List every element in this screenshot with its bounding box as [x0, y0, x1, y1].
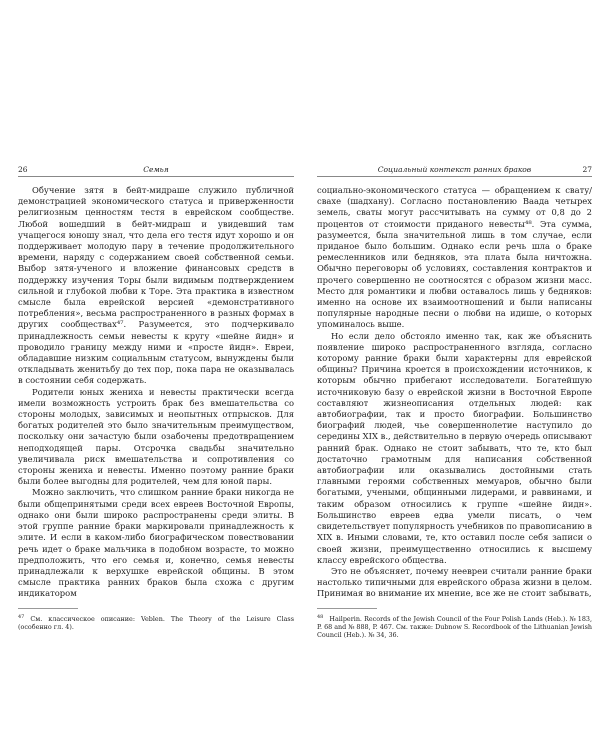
page-number: 26 — [18, 165, 28, 174]
paragraph: Но если дело обстояло именно так, как же объяснить появление широко распространенного взгляда, согласно которому ранние браки были характерны для еврейской общины? Причина кроется в происхождении источников, к которым обычно прибегают исследователи. Богатейшую источниковую базу о еврейской жизни в Восточной Европе составляют жизнеописания отдельных людей: как автобиографии, так и просто биографии. Большинство биографий людей, чье совершеннолетие наступило до середины XIX в., действительно в первую очередь описывают ранний брак. Однако не стоит забывать, что те, кто был достаточно грамотным для написания собственной автобиографии или оказывались достойными стать главными героями собственных мемуаров, обычно были богатыми, учеными, общинными лидерами, и раввинами, и таким образом относились к группе «шейне йидн». Большинство евреев едва умели писать, о чем свидетельствует популярность учебников по правописанию в XIX в. Иными словами, те, кто оставил после себя записи о своей жизни, преимущественно относились к высшему классу еврейского общества. — [317, 330, 592, 565]
running-title: Социальный контекст ранних браков — [377, 165, 532, 174]
running-head-left — [18, 164, 294, 177]
footnote-mark: 48 — [317, 613, 324, 620]
paragraph: Обучение зятя в бейт-мидраше служило публичной демонстрацией экономического статуса и приверженности религиозным ценностям тестя в еврейском сообществе. Любой вошедший в бейт-мидраш и увидевший там учащегося юношу знал, что дела его тестя идут хорошо и он поддерживает молодую пару в течение продолжительного времени, наряду с содержанием своей собственной семьи. Выбор зятя-ученого и вложение финансовых средств в поддержку изучения Торы были видимым подтверждением сильной и глубокой любви к Торе. Эта практика в известном смысле была еврейской версией «демонстративного потребления», весьма распространенного в разных формах в других сообществах⁴⁷. Разумеется, это подчеркивало принадлежность семьи невесты к кругу «шейне йидн» и проводило границу между ними и «просте йидн». Евреи, обладавшие низким социальным статусом, вынуждены были откладывать женитьбу до тех пор, пока пара не оказывалась в состоянии себя содержать. — [18, 185, 294, 386]
running-head-right — [317, 164, 592, 177]
paragraph: Родители юных жениха и невесты практически всегда имели возможность устроить брак без вмешательства со стороны молодых, зависимых и неопытных отпрысков. Для богатых родителей это было значительным преимуществом, поскольку они зачастую были озабочены предотвращением неподходящей пары. Отсрочка свадьбы значительно увеличивала риск вмешательства и сопротивления со стороны жениха и невесты. Именно поэтому ранние браки были более выгодны для родителей, чем для юной пары. — [18, 386, 294, 487]
body-text — [317, 185, 592, 600]
left-page — [18, 164, 294, 631]
right-page — [317, 164, 592, 640]
footnote — [317, 613, 592, 640]
paragraph: Это не объясняет, почему неевреи считали ранние браки настолько типичными для еврейского образа жизни в целом. Принимая во внимание их мнение, все же не стоит забывать, — [317, 565, 592, 599]
footnote-mark: 47 — [18, 613, 25, 620]
footnote-divider — [317, 608, 377, 609]
footnote — [18, 613, 294, 632]
page-number: 27 — [582, 165, 592, 174]
footnote-divider — [18, 608, 78, 609]
footnote-text: Hailperin. Records of the Jewish Council of the Four Polish Lands (Heb.). № 183, P. 68 and № 888, P. 467. См. также: Dubnow S. Recordbook of the Lithuanian Jewish Council (Heb.). № 34, 36. — [317, 614, 592, 640]
paragraph: социально-экономического статуса — обращением к свату/свахе (шадхану). Согласно постановлению Ваада четырех земель, сваты могут рассчитывать на сумму от 0,8 до 2 процентов от стоимости приданого невесты⁴⁸. Эта сумма, разумеется, была значительной лишь в том случае, если приданое было большим. Однако если речь шла о браке ремесленников или бедняков, эта плата была ничтожна. Обычно переговоры об условиях, составления контрактов и прочего совершенно не соотносятся с образом жизни масс. Место для романтики и любви оставалось лишь у бедняков: именно на основе их взаимоотношений и были написаны популярные народные песни о любви на идише, о которых упоминалось выше. — [317, 185, 592, 330]
footnote-text: См. классическое описание: Veblen. The Theory of the Leisure Class (особенно гл. 4). — [18, 614, 294, 632]
paragraph: Можно заключить, что слишком ранние браки никогда не были общепринятыми среди всех евреев Восточной Европы, однако они были широко распространены среди элиты. В этой группе ранние браки маркировали принадлежность к элите. И если в каком-либо биографическом повествовании речь идет о браке мальчика в подобном возрасте, то можно предположить, что его семья и, конечно, семья невесты принадлежали к верхушке еврейской общины. В этом смысле практика ранних браков была схожа с другим индикатором — [18, 487, 294, 599]
running-title: Семья — [143, 165, 169, 174]
body-text — [18, 185, 294, 600]
